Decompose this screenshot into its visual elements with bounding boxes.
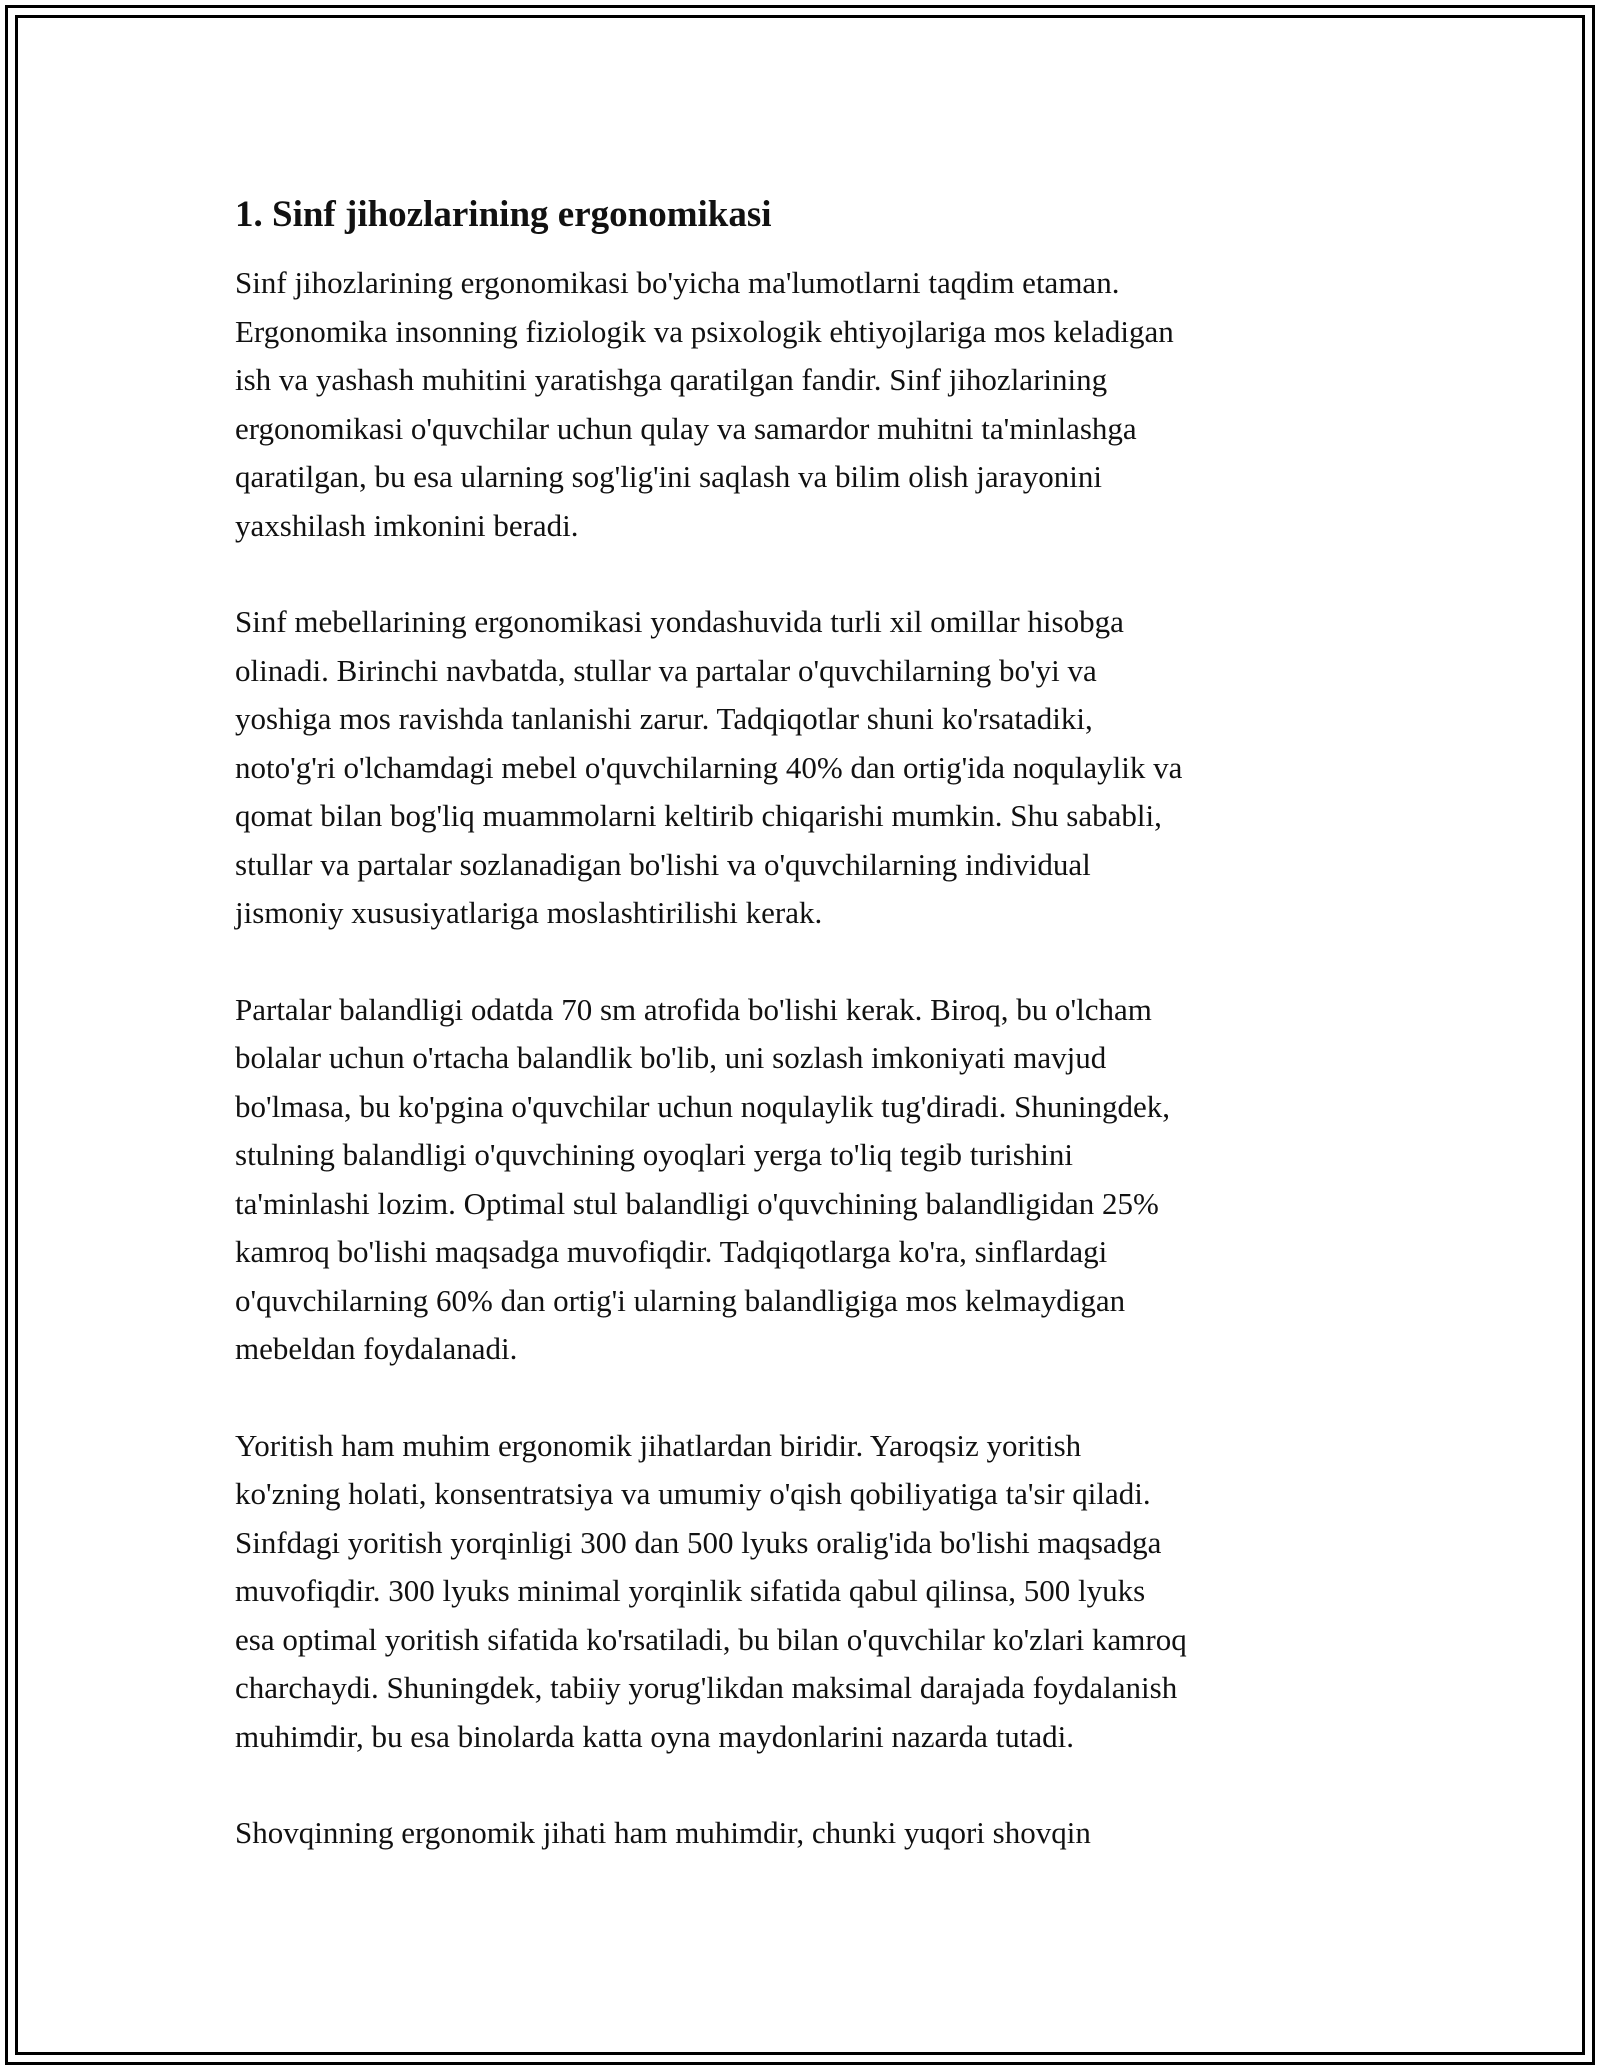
text-line: ko'zning holati, konsentratsiya va umumiy o'qish qobiliyatiga ta'sir qiladi. — [235, 1476, 1151, 1511]
text-line: Sinfdagi yoritish yorqinligi 300 dan 500 lyuks oralig'ida bo'lishi maqsadga — [235, 1524, 1162, 1560]
text-line: o'quvchilarning 60% dan ortig'i ularning balandligiga mos kelmaydigan — [235, 1282, 1126, 1318]
text-line: esa optimal yoritish sifatida ko'rsatiladi, bu bilan o'quvchilar ko'zlari kamroq — [235, 1621, 1187, 1657]
text-line: qaratilgan, bu esa ularning sog'lig'ini saqlash va bilim olish jarayonini — [235, 459, 1102, 494]
paragraph-3 — [235, 986, 1385, 1374]
text-line: stulning balandligi o'quvchining oyoqlari yerga to'liq tegib turishini — [235, 1137, 1074, 1172]
text-line: Sinf mebellarining ergonomikasi yondashuvida turli xil omillar hisobga — [235, 604, 1124, 639]
text-line: mebeldan foydalanadi. — [235, 1331, 518, 1366]
paragraph-5 — [235, 1809, 1385, 1858]
text-line: muvofiqdir. 300 lyuks minimal yorqinlik sifatida qabul qilinsa, 500 lyuks — [235, 1573, 1146, 1608]
text-line: Sinf jihozlarining ergonomikasi bo'yicha ma'lumotlarni taqdim etaman. — [235, 265, 1120, 300]
text-line: stullar va partalar sozlanadigan bo'lishi va o'quvchilarning individual — [235, 846, 1091, 882]
document-body — [235, 185, 1385, 1906]
text-line: qomat bilan bog'liq muammolarni keltirib chiqarishi mumkin. Shu sababli, — [235, 798, 1162, 833]
text-line: yaxshilash imkonini beradi. — [235, 507, 579, 543]
paragraph-1 — [235, 259, 1385, 550]
text-line: ergonomikasi o'quvchilar uchun qulay va samardor muhitni ta'minlashga — [235, 410, 1137, 446]
text-line: charchaydi. Shuningdek, tabiiy yorug'likdan maksimal darajada foydalanish — [235, 1670, 1178, 1705]
text-line: ish va yashash muhitini yaratishga qaratilgan fandir. Sinf jihozlarining — [235, 362, 1108, 397]
text-line: yoshiga mos ravishda tanlanishi zarur. Tadqiqotlar shuni ko'rsatadiki, — [235, 701, 1093, 736]
text-line: jismoniy xususiyatlariga moslashtirilishi kerak. — [235, 895, 823, 930]
text-line: Yoritish ham muhim ergonomik jihatlardan biridir. Yaroqsiz yoritish — [235, 1427, 1082, 1463]
paragraph-4 — [235, 1422, 1385, 1762]
text-line: bo'lmasa, bu ko'pgina o'quvchilar uchun noqulaylik tug'diradi. Shuningdek, — [235, 1088, 1170, 1124]
text-line: noto'g'ri o'lchamdagi mebel o'quvchilarning 40% dan ortig'ida noqulaylik va — [235, 749, 1183, 785]
text-line: Shovqinning ergonomik jihati ham muhimdir, chunki yuqori shovqin — [235, 1815, 1091, 1850]
text-line: kamroq bo'lishi maqsadga muvofiqdir. Tadqiqotlarga ko'ra, sinflardagi — [235, 1234, 1108, 1269]
text-line: bolalar uchun o'rtacha balandlik bo'lib, uni sozlash imkoniyati mavjud — [235, 1040, 1107, 1075]
text-line: Partalar balandligi odatda 70 sm atrofida bo'lishi kerak. Biroq, bu o'lcham — [235, 991, 1152, 1027]
text-line: olinadi. Birinchi navbatda, stullar va partalar o'quvchilarning bo'yi va — [235, 652, 1097, 688]
text-line: Ergonomika insonning fiziologik va psixologik ehtiyojlariga mos keladigan — [235, 313, 1174, 349]
text-line: ta'minlashi lozim. Optimal stul balandligi o'quvchining balandligidan 25% — [235, 1185, 1159, 1221]
document-title: 1. Sinf jihozlarining ergonomikasi — [235, 194, 772, 235]
paragraph-2 — [235, 598, 1385, 938]
text-line: muhimdir, bu esa binolarda katta oyna maydonlarini nazarda tutadi. — [235, 1718, 1074, 1754]
